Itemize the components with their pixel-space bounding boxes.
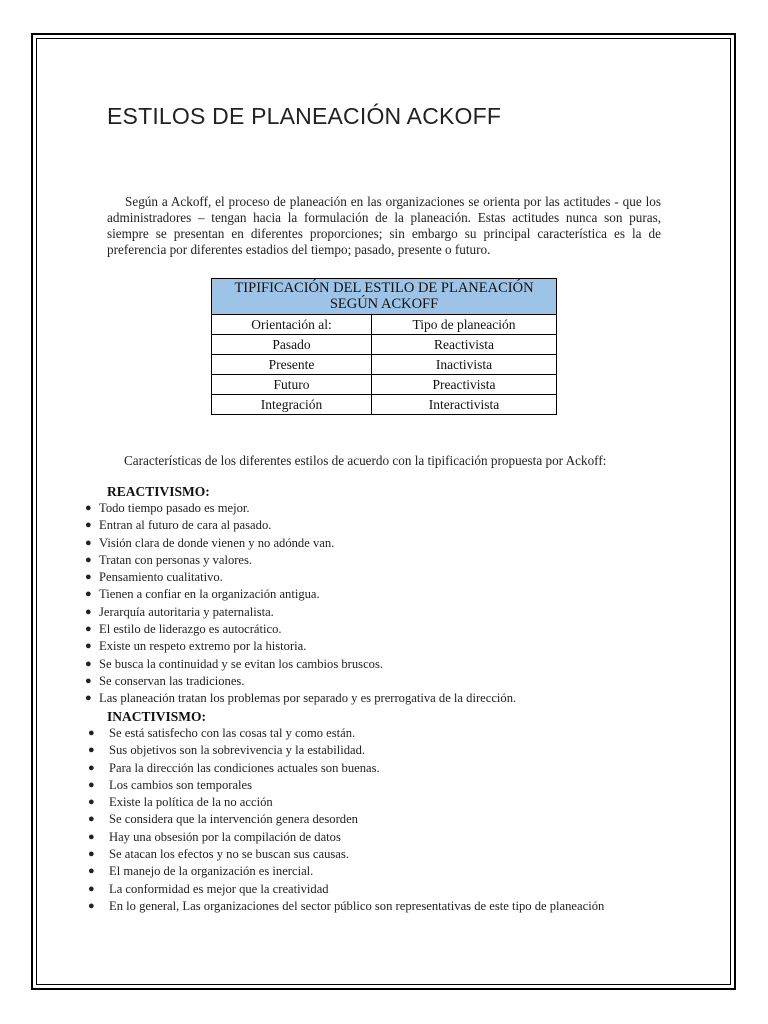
list-item xyxy=(88,846,604,863)
bullet-icon: ● xyxy=(85,674,92,687)
list-item xyxy=(85,604,516,621)
reactivismo-list xyxy=(85,500,516,708)
list-item-text: Existe un respeto extremo por la historia. xyxy=(99,639,307,654)
bullet-icon: ● xyxy=(85,605,92,618)
list-item-text: Los cambios son temporales xyxy=(109,777,253,792)
bullet-icon: ● xyxy=(88,778,95,791)
list-item xyxy=(88,794,604,811)
list-item xyxy=(85,638,516,655)
table-row xyxy=(212,355,557,375)
bullet-icon: ● xyxy=(88,813,95,826)
bullet-icon: ● xyxy=(88,899,95,912)
list-item-text: Sus objetivos son la sobrevivencia y la estabilidad. xyxy=(109,743,366,758)
bullet-icon: ● xyxy=(85,502,92,514)
list-item xyxy=(88,777,604,794)
bullet-icon: ● xyxy=(85,692,92,705)
list-item xyxy=(88,863,604,880)
table-cell-type: Reactivista xyxy=(372,335,557,355)
list-item-text: El manejo de la organización es inercial. xyxy=(109,864,314,879)
table-cell-type: Interactivista xyxy=(372,395,557,415)
list-item-text: Jerarquía autoritaria y paternalista. xyxy=(99,604,274,619)
column-header-orientation: Orientación al: xyxy=(212,315,372,335)
inactivismo-list xyxy=(88,725,604,915)
list-item xyxy=(85,517,516,534)
list-item xyxy=(85,621,516,638)
bullet-icon: ● xyxy=(88,761,95,774)
reactivismo-heading: REACTIVISMO: xyxy=(107,484,210,499)
bullet-icon: ● xyxy=(85,588,92,601)
table-header: TIPIFICACIÓN DEL ESTILO DE PLANEACIÓN SEGÚN ACKOFF xyxy=(212,279,557,315)
list-item xyxy=(85,586,516,603)
table-cell-orientation: Pasado xyxy=(212,335,372,355)
bullet-icon: ● xyxy=(88,882,95,895)
list-item xyxy=(88,881,604,898)
table-row xyxy=(212,375,557,395)
table-cell-orientation: Futuro xyxy=(212,375,372,395)
list-item-text: Entran al futuro de cara al pasado. xyxy=(99,518,272,533)
list-item xyxy=(88,760,604,777)
list-item xyxy=(88,898,604,915)
list-item xyxy=(88,811,604,828)
document-title: ESTILOS DE PLANEACIÓN ACKOFF xyxy=(107,103,502,129)
bullet-icon: ● xyxy=(85,623,92,636)
bullet-icon: ● xyxy=(85,553,92,566)
bullet-icon: ● xyxy=(88,830,95,843)
bullet-icon: ● xyxy=(85,536,92,549)
list-item-text: Las planeación tratan los problemas por separado y es prerrogativa de la dirección. xyxy=(99,691,517,706)
list-item xyxy=(88,829,604,846)
planning-style-table xyxy=(211,278,557,415)
list-item xyxy=(85,535,516,552)
table-cell-type: Preactivista xyxy=(372,375,557,395)
bullet-icon: ● xyxy=(88,727,95,739)
table-column-row xyxy=(212,315,557,335)
bullet-icon: ● xyxy=(85,657,92,670)
list-item-text: Tratan con personas y valores. xyxy=(99,552,253,567)
bullet-icon: ● xyxy=(88,796,95,809)
table-cell-orientation: Integración xyxy=(212,395,372,415)
bullet-icon: ● xyxy=(88,865,95,878)
intro-paragraph: Según a Ackoff, el proceso de planeación en las organizaciones se orienta por las actitudes - que los administradores – tengan hacia la formulación de la planeación. Estas actitudes nunca son puras, siempre se presentan en diferentes proporciones; sin embargo su principal característica es la de preferencia por diferentes estadios del tiempo; pasado, presente o futuro. xyxy=(107,194,661,257)
list-item-text: Pensamiento cualitativo. xyxy=(99,570,223,585)
list-item-text: La conformidad es mejor que la creatividad xyxy=(109,881,329,896)
list-item xyxy=(85,500,516,517)
table-row xyxy=(212,335,557,355)
list-item xyxy=(85,552,516,569)
bullet-icon: ● xyxy=(85,571,92,584)
list-item xyxy=(88,742,604,759)
list-item-text: Se está satisfecho con las cosas tal y como están. xyxy=(109,726,356,740)
bullet-icon: ● xyxy=(88,744,95,757)
list-item-text: Tienen a confiar en la organización antigua. xyxy=(99,587,320,602)
list-item-text: Se conservan las tradiciones. xyxy=(99,673,245,688)
list-item xyxy=(85,673,516,690)
list-item-text: Existe la política de la no acción xyxy=(109,795,273,810)
column-header-type: Tipo de planeación xyxy=(372,315,557,335)
bullet-icon: ● xyxy=(88,848,95,861)
bullet-icon: ● xyxy=(85,519,92,532)
list-item-text: Se busca la continuidad y se evitan los cambios bruscos. xyxy=(99,656,383,671)
list-item xyxy=(88,725,604,742)
list-item-text: El estilo de liderazgo es autocrático. xyxy=(99,622,282,637)
table-row xyxy=(212,395,557,415)
table-cell-orientation: Presente xyxy=(212,355,372,375)
list-item-text: Se considera que la intervención genera desorden xyxy=(109,812,358,827)
list-item xyxy=(85,569,516,586)
list-item-text: En lo general, Las organizaciones del sector público son representativas de este tipo de planeación xyxy=(109,898,605,913)
list-item-text: Hay una obsesión por la compilación de datos xyxy=(109,829,341,844)
list-item-text: Todo tiempo pasado es mejor. xyxy=(99,501,250,515)
list-item-text: Para la dirección las condiciones actuales son buenas. xyxy=(109,760,380,775)
bullet-icon: ● xyxy=(85,640,92,653)
list-item xyxy=(85,656,516,673)
inactivismo-heading: INACTIVISMO: xyxy=(107,709,207,724)
table-cell-type: Inactivista xyxy=(372,355,557,375)
list-item xyxy=(85,690,516,707)
list-item-text: Visión clara de donde vienen y no adónde van. xyxy=(99,535,335,550)
characteristics-intro: Características de los diferentes estilos de acuerdo con la tipificación propuesta por Ackoff: xyxy=(124,453,607,468)
list-item-text: Se atacan los efectos y no se buscan sus causas. xyxy=(109,847,349,862)
